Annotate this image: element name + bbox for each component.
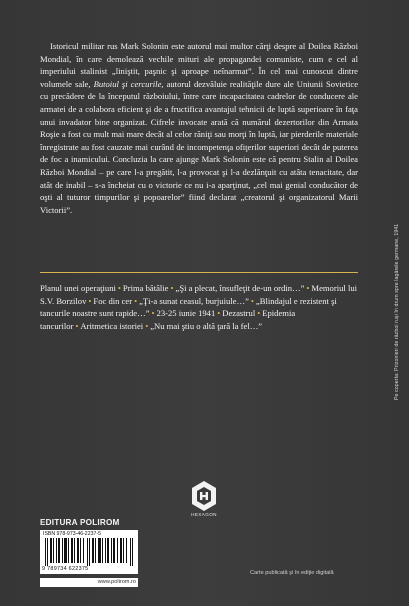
chapter-list xyxy=(40,282,358,332)
chapter-item: „Blindajul e rezistent şi tancurile noastre sunt rapide…” xyxy=(40,295,337,319)
bullet: • xyxy=(170,283,174,293)
hexagon-icon xyxy=(190,480,218,512)
cover-photo-credit xyxy=(384,140,400,400)
bullet: • xyxy=(250,295,254,306)
bullet: • xyxy=(145,320,149,331)
bullet: • xyxy=(217,308,221,319)
bullet: • xyxy=(117,283,121,293)
barcode-bars xyxy=(45,538,133,566)
chapter-item: 23-25 iunie 1941 xyxy=(156,308,216,319)
book-description xyxy=(40,40,358,216)
barcode-digits: 9 789734 622375 xyxy=(42,566,89,572)
book-title-italic: Butoiul şi cercurile xyxy=(93,78,162,89)
bullet: • xyxy=(257,308,261,319)
cover-photo-caption: Pe coperta: Prizonieri de război ruşi în drum spre lagărele germane, 1941 xyxy=(394,223,400,400)
section-divider xyxy=(40,272,358,273)
logo-label: HEXAGON xyxy=(191,512,217,517)
chapter-item: „Şi a plecat, însufleţit de-un ordin…” xyxy=(175,283,305,293)
isbn-text: ISBN 978-973-46-2237-5 xyxy=(43,531,101,537)
hexagon-logo xyxy=(190,480,218,522)
description-paragraph xyxy=(40,40,358,216)
chapter-item: Foc din cer xyxy=(93,295,133,306)
chapter-item: Epidemia tancurilor xyxy=(40,308,296,331)
bullet: • xyxy=(88,295,92,306)
barcode xyxy=(40,530,138,574)
description-text-2: , autorul dezvăluie realităţile dure ale Uniunii Sovietice cu precădere de la începutul războiului, între care incapacitatea cadrelor de conducere ale armatei de a colabora eficient şi de a fructifica avantajul tehnicii de luptă superioare în faţa unui invadator bine organizat. Cifrele invocate arată că numărul dezertorilor din Armata Roşie a fost cu mult mai mare decât al celor răniţi sau morţi în luptă, iar pierderile materiale înregistrate au fost cauzate mai curând de incompetenţa ofiţerilor superiori decât de puterea de foc a inamicului. Concluzia la care ajunge Mark Solonin este că pentru Stalin al Doilea Război Mondial – pe care l-a pregătit, l-a provocat şi l-a dezlănţuit cu atâta tenacitate, dar atât de inabil – s-a încheiat cu o victorie ce nu i-a aparţinut, „cel mai genial conducător de oşti al tuturor timpurilor şi popoarelor” fiind declarat „creatorul şi organizatorul Marii Victorii”. xyxy=(40,78,359,215)
chapter-item: Prima bătălie xyxy=(122,283,169,293)
chapter-item: Planul unei operaţiuni xyxy=(40,283,116,293)
chapter-item: Dezastrul xyxy=(222,308,256,319)
bullet: • xyxy=(75,320,79,331)
chapter-item: „Nu mai ştiu o altă ţară la fel…” xyxy=(150,320,263,331)
digital-edition-note: Carte publicată şi în ediţie digitală xyxy=(250,570,334,576)
chapter-item: Memoriul lui S.V. Borzilov xyxy=(40,283,358,306)
bullet: • xyxy=(151,308,155,319)
description-text-1: Istoricul militar rus Mark Solonin este autorul mai multor cărţi despre al Doilea Război Mondial, în care demolează vechile mituri ale propagandei comuniste, cum e cel al imperiului stalinist „liniştit, paşnic şi aproape neînarmat”. În cel mai cunoscut dintre volumele sale, xyxy=(40,41,358,89)
bullet: • xyxy=(306,283,310,293)
publisher-website: www.polirom.ro xyxy=(40,578,138,587)
chapter-item: Aritmetica istoriei xyxy=(80,320,144,331)
chapter-item: „Ţi-a sunat ceasul, burjuiule…” xyxy=(139,295,249,306)
bullet: • xyxy=(134,295,138,306)
publisher-name: EDITURA POLIROM xyxy=(40,518,120,527)
